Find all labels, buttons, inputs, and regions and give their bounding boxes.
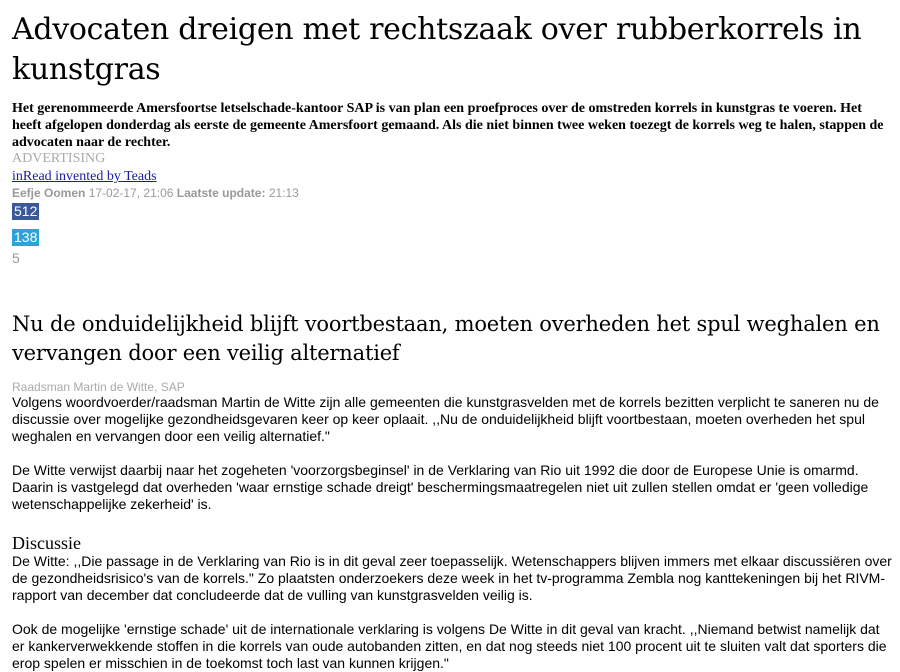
- article-title: Advocaten dreigen met rechtszaak over rubberkorrels in kunstgras: [12, 12, 862, 87]
- article: [12, 0, 892, 672]
- author-name: Eefje Oomen: [12, 186, 86, 200]
- body-paragraph: Ook de mogelijke 'ernstige schade' uit de internationale verklaring is volgens De Witte in dit geval van kracht. ,,Niemand betwist namelijk dat er kankerverwekkende stoffen in die korrels van oude autobanden zitten, en dat nog steeds niet 100 procent uit te sluiten valt dat sporters die erop spelen er misschien in de toekomst toch last van kunnen krijgen.": [12, 621, 887, 671]
- body-paragraph: De Witte verwijst daarbij naar het zogeheten 'voorzorgsbeginsel' in de Verklaring van Rio uit 1992 die door de Europese Unie is omarmd. Daarin is vastgelegd dat overheden 'waar ernstige schade dreigt' beschermingsmaatregelen niet uit zullen stellen omdat er 'geen volledige wetenschappelijke zekerheid' is.: [12, 462, 869, 512]
- facebook-share-count[interactable]: 512: [14, 203, 38, 219]
- other-share-count[interactable]: 5: [12, 250, 20, 266]
- update-label: Laatste update:: [176, 186, 266, 200]
- article-lead: Het gerenommeerde Amersfoortse letselschade-kantoor SAP is van plan een proefproces over de omstreden korrels in kunstgras te voeren. Het heeft afgelopen donderdag als eerste de gemeente Amersfoort gemaand. Als die niet binnen twee weken toezegt de korrels weg te halen, stappen de advocaten naar de rechter.: [12, 101, 884, 150]
- update-time: 21:13: [268, 186, 299, 200]
- byline: [12, 186, 892, 200]
- publish-date: 17-02-17, 21:06: [88, 186, 174, 200]
- twitter-share-count[interactable]: 138: [14, 229, 38, 245]
- subheading: Discussie: [12, 533, 81, 553]
- quote-caption: Raadsman Martin de Witte, SAP: [12, 380, 185, 394]
- pull-quote: Nu de onduidelijkheid blijft voortbestaan, moeten overheden het spul weghalen en vervangen door een veilig alternatief: [12, 312, 880, 365]
- body-paragraph: Volgens woordvoerder/raadsman Martin de Witte zijn alle gemeenten die kunstgrasvelden met de korrels bezitten verplicht te saneren nu de discussie over mogelijke gezondheidsgevaren keer op keer oplaait. ,,Nu de onduidelijkheid blijft voortbestaan, moeten overheden het spul weghalen en vervangen door een veilig alternatief.": [12, 394, 879, 444]
- teads-link[interactable]: inRead invented by Teads: [12, 169, 157, 184]
- body-paragraph: De Witte: ,,Die passage in de Verklaring van Rio is in dit geval zeer toepasselijk. Wetenschappers blijven immers met elkaar discussiëren over de gezondheidsrisico's van de korrels." Zo plaatsten onderzoekers deze week in het tv-programma Zembla nog kanttekeningen bij het RIVM-rapport van december dat concludeerde dat de vulling van kunstgrasvelden veilig is.: [12, 553, 892, 603]
- advertising-label: ADVERTISING: [12, 151, 106, 166]
